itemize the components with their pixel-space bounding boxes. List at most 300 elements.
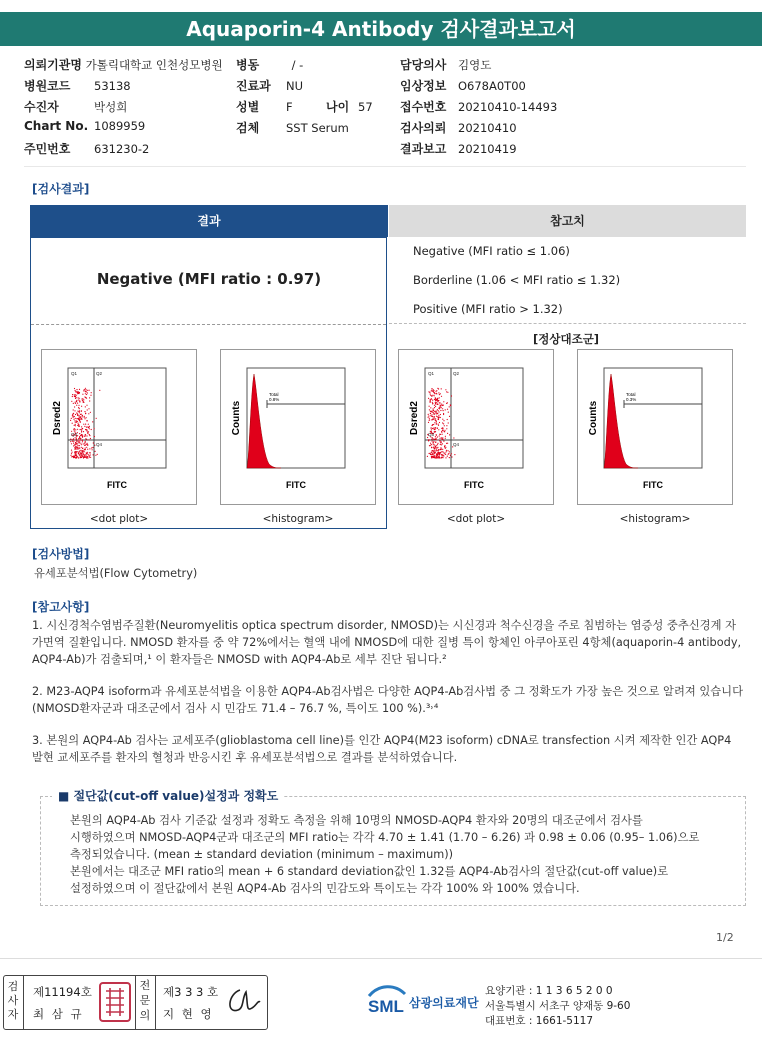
quadrant-label: Q2 (96, 371, 103, 376)
event-dot (438, 410, 439, 411)
event-dot (71, 443, 72, 444)
event-dot (430, 453, 431, 454)
event-dot (83, 457, 84, 458)
event-dot (437, 398, 438, 399)
event-dot (79, 442, 80, 443)
event-dot (432, 400, 433, 401)
event-dot (75, 391, 76, 392)
event-dot (448, 422, 449, 423)
event-dot (80, 438, 81, 439)
control-label: [정상대조군] (533, 332, 600, 346)
event-dot (443, 452, 444, 453)
seal-icon (98, 981, 132, 1023)
event-dot (72, 396, 73, 397)
divider (23, 975, 24, 1030)
event-dot (71, 453, 72, 454)
event-dot (453, 437, 454, 438)
event-dot (84, 411, 85, 412)
info-value: 20210410 (458, 121, 517, 135)
event-dot (428, 398, 429, 399)
event-dot (431, 456, 432, 457)
event-dot (441, 396, 442, 397)
event-dot (438, 429, 439, 430)
note-3: 3. 본원의 AQP4-Ab 검사는 교세포주(glioblastoma cell line)를 인간 AQP4(M23 isoform) cDNA로 transfection 시켜 제작한 인간 AQP4 발현 교세포주를 환자의 혈청과 반응시킨 후 유세포분석법으로 결과를 분석하였습니다. (32, 734, 732, 764)
event-dot (89, 448, 90, 449)
event-dot (82, 415, 83, 416)
event-dot (79, 433, 80, 434)
event-dot (89, 435, 90, 436)
event-dot (75, 444, 76, 445)
inspector-name: 최 삼 규 (33, 1007, 84, 1021)
reference-borderline: Borderline (1.06 < MFI ratio ≤ 1.32) (413, 273, 621, 287)
event-dot (443, 430, 444, 431)
event-dot (444, 452, 445, 453)
event-dot (433, 413, 434, 414)
event-dot (435, 412, 436, 413)
event-dot (430, 443, 431, 444)
quadrant-label: Q2 (453, 371, 460, 376)
info-label: 임상정보 (400, 79, 447, 93)
event-dot (71, 452, 72, 453)
event-dot (79, 400, 80, 401)
event-dot (81, 411, 82, 412)
event-dot (438, 455, 439, 456)
event-dot (430, 395, 431, 396)
event-dot (79, 416, 80, 417)
event-dot (79, 412, 80, 413)
event-dot (70, 420, 71, 421)
patient-histogram (220, 349, 376, 505)
info-value: 박성희 (94, 100, 128, 114)
histogram-svg (221, 350, 375, 504)
event-dot (85, 429, 86, 430)
event-dot (73, 413, 74, 414)
event-dot (438, 449, 439, 450)
event-dot (439, 397, 440, 398)
event-dot (445, 448, 446, 449)
event-dot (431, 398, 432, 399)
event-dot (429, 418, 430, 419)
event-dot (449, 457, 450, 458)
event-dot (81, 431, 82, 432)
event-dot (89, 428, 90, 429)
event-dot (94, 428, 95, 429)
event-dot (76, 401, 77, 402)
event-dot (438, 392, 439, 393)
event-dot (439, 394, 440, 395)
histogram-peak (604, 374, 638, 468)
event-dot (75, 424, 76, 425)
event-dot (82, 448, 83, 449)
event-dot (77, 447, 78, 448)
reference-negative: Negative (MFI ratio ≤ 1.06) (413, 244, 570, 258)
event-dot (445, 389, 446, 390)
gate-percent: 0.8% (269, 397, 280, 402)
event-dot (436, 448, 437, 449)
event-dot (86, 398, 87, 399)
event-dot (429, 392, 430, 393)
event-dot (435, 452, 436, 453)
age-label: 나이 (326, 100, 350, 114)
event-dot (446, 443, 447, 444)
event-dot (431, 390, 432, 391)
event-dot (88, 427, 89, 428)
event-dot (72, 394, 73, 395)
event-dot (83, 431, 84, 432)
contact-block (485, 984, 630, 1029)
event-dot (76, 418, 77, 419)
report-title: Aquaporin-4 Antibody 검사결과보고서 (0, 12, 762, 46)
event-dot (434, 457, 435, 458)
event-dot (431, 447, 432, 448)
event-dot (87, 452, 88, 453)
event-dot (76, 389, 77, 390)
event-dot (448, 453, 449, 454)
event-dot (446, 428, 447, 429)
event-dot (440, 417, 441, 418)
event-dot (436, 411, 437, 412)
event-dot (430, 402, 431, 403)
note-2: 2. M23-AQP4 isoform과 유세포분석법을 이용한 AQP4-Ab검사법은 다양한 AQP4-Ab검사법 중 그 정확도가 가장 높은 것으로 알려져 있습니다(NMOSD환자군과 대조군에서 검사 시 민감도 71.4 – 76.7 %, 특이도 100 %).³˒⁴ (32, 685, 744, 715)
control-histogram (577, 349, 733, 505)
event-dot (85, 434, 86, 435)
reference-positive: Positive (MFI ratio > 1.32) (413, 302, 563, 316)
event-dot (99, 390, 100, 391)
event-dot (82, 398, 83, 399)
event-dot (441, 449, 442, 450)
event-dot (436, 457, 437, 458)
event-dot (430, 454, 431, 455)
event-dot (442, 405, 443, 406)
event-dot (81, 434, 82, 435)
event-dot (82, 394, 83, 395)
event-dot (79, 441, 80, 442)
event-dot (440, 410, 441, 411)
event-dot (450, 404, 451, 405)
event-dot (74, 452, 75, 453)
logo-name: 삼광의료재단 (409, 996, 479, 1010)
event-dot (434, 405, 435, 406)
event-dot (447, 456, 448, 457)
event-dot (89, 400, 90, 401)
event-dot (78, 441, 79, 442)
event-dot (82, 428, 83, 429)
event-dot (83, 451, 84, 452)
info-label: 병원코드 (24, 79, 71, 93)
event-dot (432, 454, 433, 455)
event-dot (70, 441, 71, 442)
event-dot (437, 447, 438, 448)
event-dot (439, 438, 440, 439)
event-dot (88, 424, 89, 425)
event-dot (75, 418, 76, 419)
event-dot (431, 411, 432, 412)
cutoff-line: 시행하였으며 NMOSD-AQP4군과 대조군의 MFI ratio는 각각 4.70 ± 1.41 (1.70 – 6.26) 과 0.98 ± 0.06 (0.95– 1.06)으로 (70, 831, 700, 844)
info-label: 결과보고 (400, 142, 447, 156)
specialist-label: 전문의 (139, 979, 151, 1022)
event-dot (74, 420, 75, 421)
patient-dot-plot (41, 349, 197, 505)
event-dot (73, 445, 74, 446)
event-dot (434, 414, 435, 415)
event-dot (440, 444, 441, 445)
event-dot (86, 439, 87, 440)
event-dot (428, 414, 429, 415)
event-dot (79, 450, 80, 451)
event-dot (96, 418, 97, 419)
event-dot (435, 442, 436, 443)
event-dot (94, 436, 95, 437)
cutoff-title: ■ 절단값(cut-off value)설정과 정확도 (52, 787, 284, 804)
event-dot (437, 409, 438, 410)
info-label: 성별 (236, 100, 260, 114)
event-dot (80, 418, 81, 419)
event-dot (445, 447, 446, 448)
event-dot (433, 444, 434, 445)
event-dot (92, 449, 93, 450)
event-dot (428, 422, 429, 423)
event-dot (78, 440, 79, 441)
y-axis-label: Dsred2 (52, 401, 63, 435)
event-dot (77, 421, 78, 422)
event-dot (437, 403, 438, 404)
event-dot (86, 435, 87, 436)
event-dot (84, 449, 85, 450)
event-dot (82, 400, 83, 401)
event-dot (450, 455, 451, 456)
event-dot (438, 417, 439, 418)
info-label: Chart No. (24, 119, 89, 133)
dot-plot-caption: <dot plot> (446, 513, 506, 525)
event-dot (441, 457, 442, 458)
result-column-header: 결과 (30, 205, 388, 237)
event-dot (80, 421, 81, 422)
info-value: / - (291, 58, 304, 72)
event-dot (435, 402, 436, 403)
cutoff-line: 측정되었습니다. (mean ± standard deviation (minimum – maximum)) (70, 848, 454, 861)
event-dot (442, 419, 443, 420)
event-dot (73, 441, 74, 442)
event-dot (437, 454, 438, 455)
event-dot (439, 417, 440, 418)
info-label: 의뢰기관명 (24, 58, 82, 72)
event-dot (79, 411, 80, 412)
event-dot (85, 445, 86, 446)
event-dot (438, 415, 439, 416)
event-dot (441, 388, 442, 389)
event-dot (440, 393, 441, 394)
event-dot (433, 428, 434, 429)
event-dot (75, 402, 76, 403)
event-dot (81, 406, 82, 407)
event-dot (76, 438, 77, 439)
method-text: 유세포분석법(Flow Cytometry) (34, 567, 198, 580)
event-dot (83, 399, 84, 400)
event-dot (75, 403, 76, 404)
event-dot (430, 399, 431, 400)
event-dot (444, 446, 445, 447)
event-dot (443, 441, 444, 442)
event-dot (448, 412, 449, 413)
event-dot (82, 450, 83, 451)
event-dot (447, 409, 448, 410)
event-dot (75, 422, 76, 423)
event-dot (75, 396, 76, 397)
event-dot (430, 401, 431, 402)
event-dot (81, 444, 82, 445)
event-dot (95, 451, 96, 452)
event-dot (432, 441, 433, 442)
event-dot (75, 455, 76, 456)
x-axis-label: FITC (286, 480, 306, 490)
event-dot (444, 431, 445, 432)
event-dot (443, 405, 444, 406)
event-dot (83, 443, 84, 444)
event-dot (86, 447, 87, 448)
event-dot (437, 443, 438, 444)
event-dot (81, 430, 82, 431)
event-dot (430, 415, 431, 416)
event-dot (83, 402, 84, 403)
event-dot (438, 425, 439, 426)
event-dot (442, 449, 443, 450)
method-heading: [검사방법] (32, 547, 90, 561)
event-dot (435, 397, 436, 398)
dot-plot-caption: <dot plot> (89, 513, 149, 525)
event-dot (79, 448, 80, 449)
event-dot (79, 398, 80, 399)
event-dot (442, 408, 443, 409)
event-dot (78, 426, 79, 427)
event-dot (78, 415, 79, 416)
event-dot (80, 435, 81, 436)
result-value: Negative (MFI ratio : 0.97) (96, 270, 322, 288)
event-dot (85, 448, 86, 449)
event-dot (439, 457, 440, 458)
event-dot (434, 444, 435, 445)
event-dot (77, 425, 78, 426)
event-dot (76, 439, 77, 440)
event-dot (445, 457, 446, 458)
event-dot (84, 418, 85, 419)
logo-text: SML (368, 997, 404, 1016)
event-dot (81, 457, 82, 458)
note-1: 1. 시신경척수염범주질환(Neuromyelitis optica spectrum disorder, NMOSD)는 시신경과 척수신경을 주로 침범하는 염증성 중추신경계 자가면역 질환입니다. NMOSD 환자를 중 약 72%에서는 혈액 내에 NMOSD에 대한 질병 특이 항체인 아쿠아포린 4항체(aquaporin-4 antibody, AQP4-Ab)가 검출되며,¹ 이 환자들은 NMOSD with AQP4-Ab로 세부 진단 됩니다.² (32, 619, 742, 666)
info-label: 접수번호 (400, 100, 447, 114)
event-dot (82, 441, 83, 442)
divider (24, 166, 746, 167)
event-dot (441, 451, 442, 452)
contact-line: 대표번호 : 1661-5117 (485, 1015, 594, 1027)
event-dot (79, 420, 80, 421)
event-dot (73, 403, 74, 404)
event-dot (72, 441, 73, 442)
event-dot (76, 412, 77, 413)
event-dot (435, 418, 436, 419)
event-dot (81, 447, 82, 448)
event-dot (445, 436, 446, 437)
event-dot (72, 439, 73, 440)
event-dot (87, 449, 88, 450)
age-value: 57 (358, 100, 373, 114)
info-value: F (286, 100, 293, 114)
event-dot (440, 452, 441, 453)
event-dot (449, 434, 450, 435)
event-dot (449, 416, 450, 417)
event-dot (431, 390, 432, 391)
event-dot (438, 411, 439, 412)
event-dot (87, 456, 88, 457)
event-dot (442, 437, 443, 438)
event-dot (77, 449, 78, 450)
info-label: 검사의뢰 (400, 121, 447, 135)
event-dot (441, 428, 442, 429)
event-dot (95, 455, 96, 456)
info-label: 검체 (236, 121, 260, 135)
event-dot (75, 437, 76, 438)
signature-icon (222, 984, 262, 1020)
page-number: 1/2 (716, 931, 734, 944)
quadrant-label: Q4 (453, 442, 460, 447)
event-dot (75, 390, 76, 391)
event-dot (431, 429, 432, 430)
event-dot (446, 450, 447, 451)
event-dot (431, 439, 432, 440)
y-axis-label: Dsred2 (409, 401, 420, 435)
event-dot (90, 454, 91, 455)
info-value: 53138 (94, 79, 131, 93)
event-dot (436, 449, 437, 450)
event-dot (431, 396, 432, 397)
event-dot (76, 447, 77, 448)
event-dot (432, 418, 433, 419)
event-dot (89, 457, 90, 458)
event-dot (438, 424, 439, 425)
event-dot (74, 388, 75, 389)
event-dot (90, 395, 91, 396)
event-dot (430, 411, 431, 412)
event-dot (87, 457, 88, 458)
event-dot (433, 453, 434, 454)
event-dot (77, 415, 78, 416)
event-dot (88, 408, 89, 409)
event-dot (81, 426, 82, 427)
divider (155, 975, 156, 1030)
event-dot (451, 453, 452, 454)
contact-line: 서울특별시 서초구 양재동 9-60 (485, 1000, 631, 1012)
event-dot (85, 393, 86, 394)
event-dot (440, 447, 441, 448)
event-dot (88, 413, 89, 414)
event-dot (79, 401, 80, 402)
event-dot (429, 406, 430, 407)
dot-plot-svg (42, 350, 196, 504)
event-dot (439, 454, 440, 455)
event-dot (84, 389, 85, 390)
gate-label: Total (626, 392, 636, 397)
gate-percent: 0.3% (626, 397, 637, 402)
event-dot (86, 417, 87, 418)
event-dot (77, 392, 78, 393)
event-dot (435, 436, 436, 437)
divider (135, 975, 136, 1030)
event-dot (446, 451, 447, 452)
event-dot (83, 424, 84, 425)
results-heading: [검사결과] (32, 182, 90, 196)
event-dot (89, 397, 90, 398)
event-dot (438, 419, 439, 420)
event-dot (78, 418, 79, 419)
